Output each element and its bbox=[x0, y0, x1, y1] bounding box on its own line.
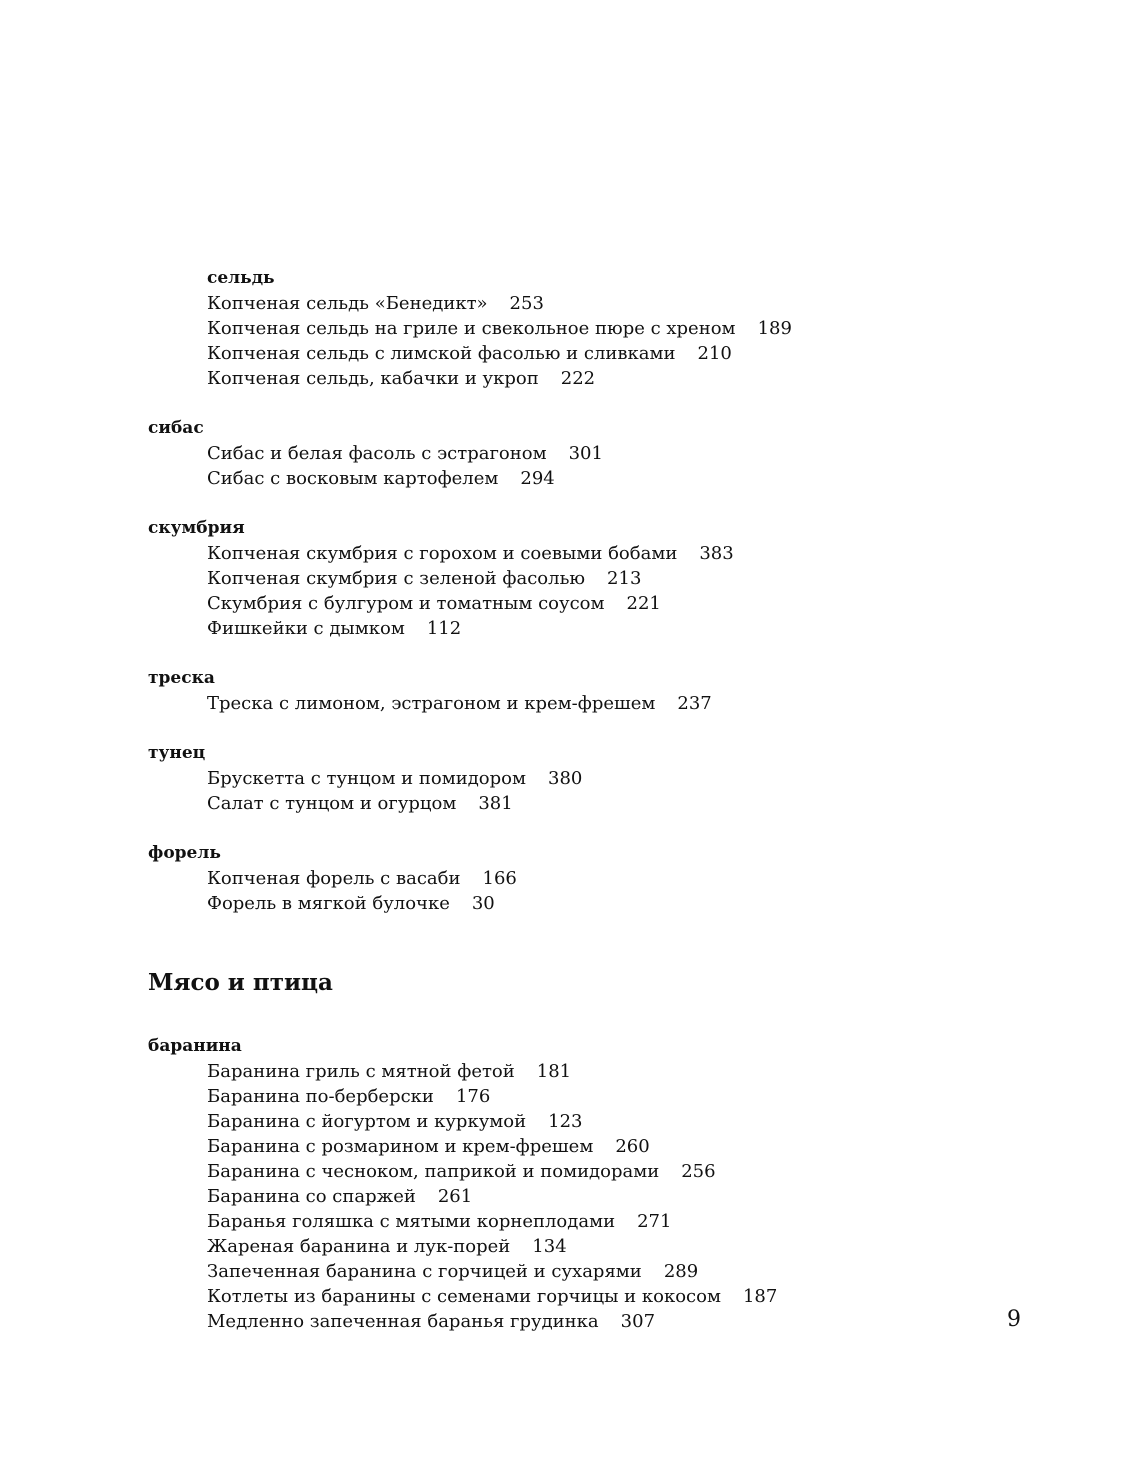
entry-title: Фишкейки с дымком bbox=[207, 618, 405, 639]
entry-title: Копченая сельдь «Бенедикт» bbox=[207, 293, 488, 314]
index-entry bbox=[207, 341, 732, 366]
index-heading: сибас bbox=[148, 418, 204, 438]
entry-title: Медленно запеченная баранья грудинка bbox=[207, 1311, 599, 1332]
entry-title: Копченая сельдь, кабачки и укроп bbox=[207, 368, 539, 389]
index-entry bbox=[207, 1259, 698, 1284]
entry-title: Жареная баранина и лук-порей bbox=[207, 1236, 511, 1257]
entry-page: 261 bbox=[437, 1186, 473, 1207]
entry-title: Баранина гриль с мятной фетой bbox=[207, 1061, 515, 1082]
index-entry bbox=[207, 1309, 655, 1334]
entry-title: Брускетта с тунцом и помидором bbox=[207, 768, 527, 789]
entry-page: 166 bbox=[482, 868, 517, 889]
index-heading: баранина bbox=[148, 1036, 242, 1056]
entry-title: Салат с тунцом и огурцом bbox=[207, 793, 457, 814]
entry-page: 237 bbox=[677, 693, 712, 714]
index-entry bbox=[207, 1159, 716, 1184]
entry-title: Баранья голяшка с мятыми корнеплодами bbox=[207, 1211, 616, 1232]
index-entry bbox=[207, 566, 641, 591]
index-entry bbox=[207, 1234, 567, 1259]
entry-title: Копченая сельдь с лимской фасолью и сливками bbox=[207, 343, 676, 364]
entry-page: 176 bbox=[455, 1086, 491, 1107]
index-heading: тунец bbox=[148, 743, 206, 763]
entry-page: 294 bbox=[520, 468, 555, 489]
index-entry bbox=[207, 791, 513, 816]
index-entry bbox=[207, 316, 792, 341]
entry-title: Баранина по-берберски bbox=[207, 1086, 434, 1107]
index-entry bbox=[207, 1134, 650, 1159]
index-entry bbox=[207, 1109, 582, 1134]
index-heading: сельдь bbox=[207, 268, 275, 288]
index-heading: форель bbox=[148, 843, 221, 863]
entry-page: 112 bbox=[426, 618, 462, 639]
entry-title: Баранина со спаржей bbox=[207, 1186, 416, 1207]
index-entry bbox=[207, 541, 734, 566]
entry-page: 213 bbox=[607, 568, 642, 589]
index-entry bbox=[207, 891, 495, 916]
entry-title: Копченая форель с васаби bbox=[207, 868, 461, 889]
entry-page: 210 bbox=[697, 343, 732, 364]
entry-page: 30 bbox=[471, 893, 495, 914]
entry-page: 260 bbox=[615, 1136, 650, 1157]
entry-page: 123 bbox=[548, 1111, 583, 1132]
entry-title: Форель в мягкой булочке bbox=[207, 893, 450, 914]
index-entry bbox=[207, 1084, 490, 1109]
index-entry bbox=[207, 1209, 671, 1234]
entry-title: Сибас с восковым картофелем bbox=[207, 468, 499, 489]
entry-title: Баранина с йогуртом и куркумой bbox=[207, 1111, 527, 1132]
entry-page: 134 bbox=[532, 1236, 567, 1257]
entry-page: 222 bbox=[560, 368, 596, 389]
entry-title: Баранина с розмарином и крем-фрешем bbox=[207, 1136, 594, 1157]
index-entry bbox=[207, 691, 712, 716]
page-number: 9 bbox=[1007, 1307, 1021, 1332]
entry-title: Котлеты из баранины с семенами горчицы и кокосом bbox=[207, 1286, 721, 1307]
index-entry bbox=[207, 591, 661, 616]
entry-page: 383 bbox=[699, 543, 734, 564]
index-heading: скумбрия bbox=[148, 518, 245, 538]
entry-title: Скумбрия с булгуром и томатным соусом bbox=[207, 593, 605, 614]
entry-page: 289 bbox=[663, 1261, 699, 1282]
entry-title: Сибас и белая фасоль с эстрагоном bbox=[207, 443, 547, 464]
entry-title: Копченая сельдь на гриле и свекольное пюре с хреном bbox=[207, 318, 736, 339]
entry-title: Баранина с чесноком, паприкой и помидорами bbox=[207, 1161, 660, 1182]
entry-page: 187 bbox=[742, 1286, 778, 1307]
index-entry bbox=[207, 466, 555, 491]
entry-page: 181 bbox=[536, 1061, 572, 1082]
entry-page: 307 bbox=[620, 1311, 656, 1332]
entry-page: 221 bbox=[626, 593, 661, 614]
entry-page: 380 bbox=[548, 768, 583, 789]
entry-page: 253 bbox=[509, 293, 544, 314]
entry-page: 381 bbox=[478, 793, 513, 814]
index-entry bbox=[207, 1059, 571, 1084]
index-entry bbox=[207, 441, 603, 466]
index-entry bbox=[207, 366, 595, 391]
index-entry bbox=[207, 1284, 777, 1309]
index-heading: треска bbox=[148, 668, 215, 688]
entry-title: Треска с лимоном, эстрагоном и крем-фрешем bbox=[207, 693, 656, 714]
index-entry bbox=[207, 616, 461, 641]
index-entry bbox=[207, 291, 544, 316]
entry-title: Копченая скумбрия с горохом и соевыми бобами bbox=[207, 543, 678, 564]
index-entry bbox=[207, 766, 582, 791]
index-entry bbox=[207, 866, 517, 891]
entry-title: Запеченная баранина с горчицей и сухарями bbox=[207, 1261, 642, 1282]
entry-page: 301 bbox=[568, 443, 603, 464]
section-title: Мясо и птица bbox=[148, 969, 333, 996]
entry-page: 271 bbox=[637, 1211, 672, 1232]
entry-page: 256 bbox=[681, 1161, 716, 1182]
entry-page: 189 bbox=[757, 318, 792, 339]
index-entry bbox=[207, 1184, 472, 1209]
entry-title: Копченая скумбрия с зеленой фасолью bbox=[207, 568, 586, 589]
